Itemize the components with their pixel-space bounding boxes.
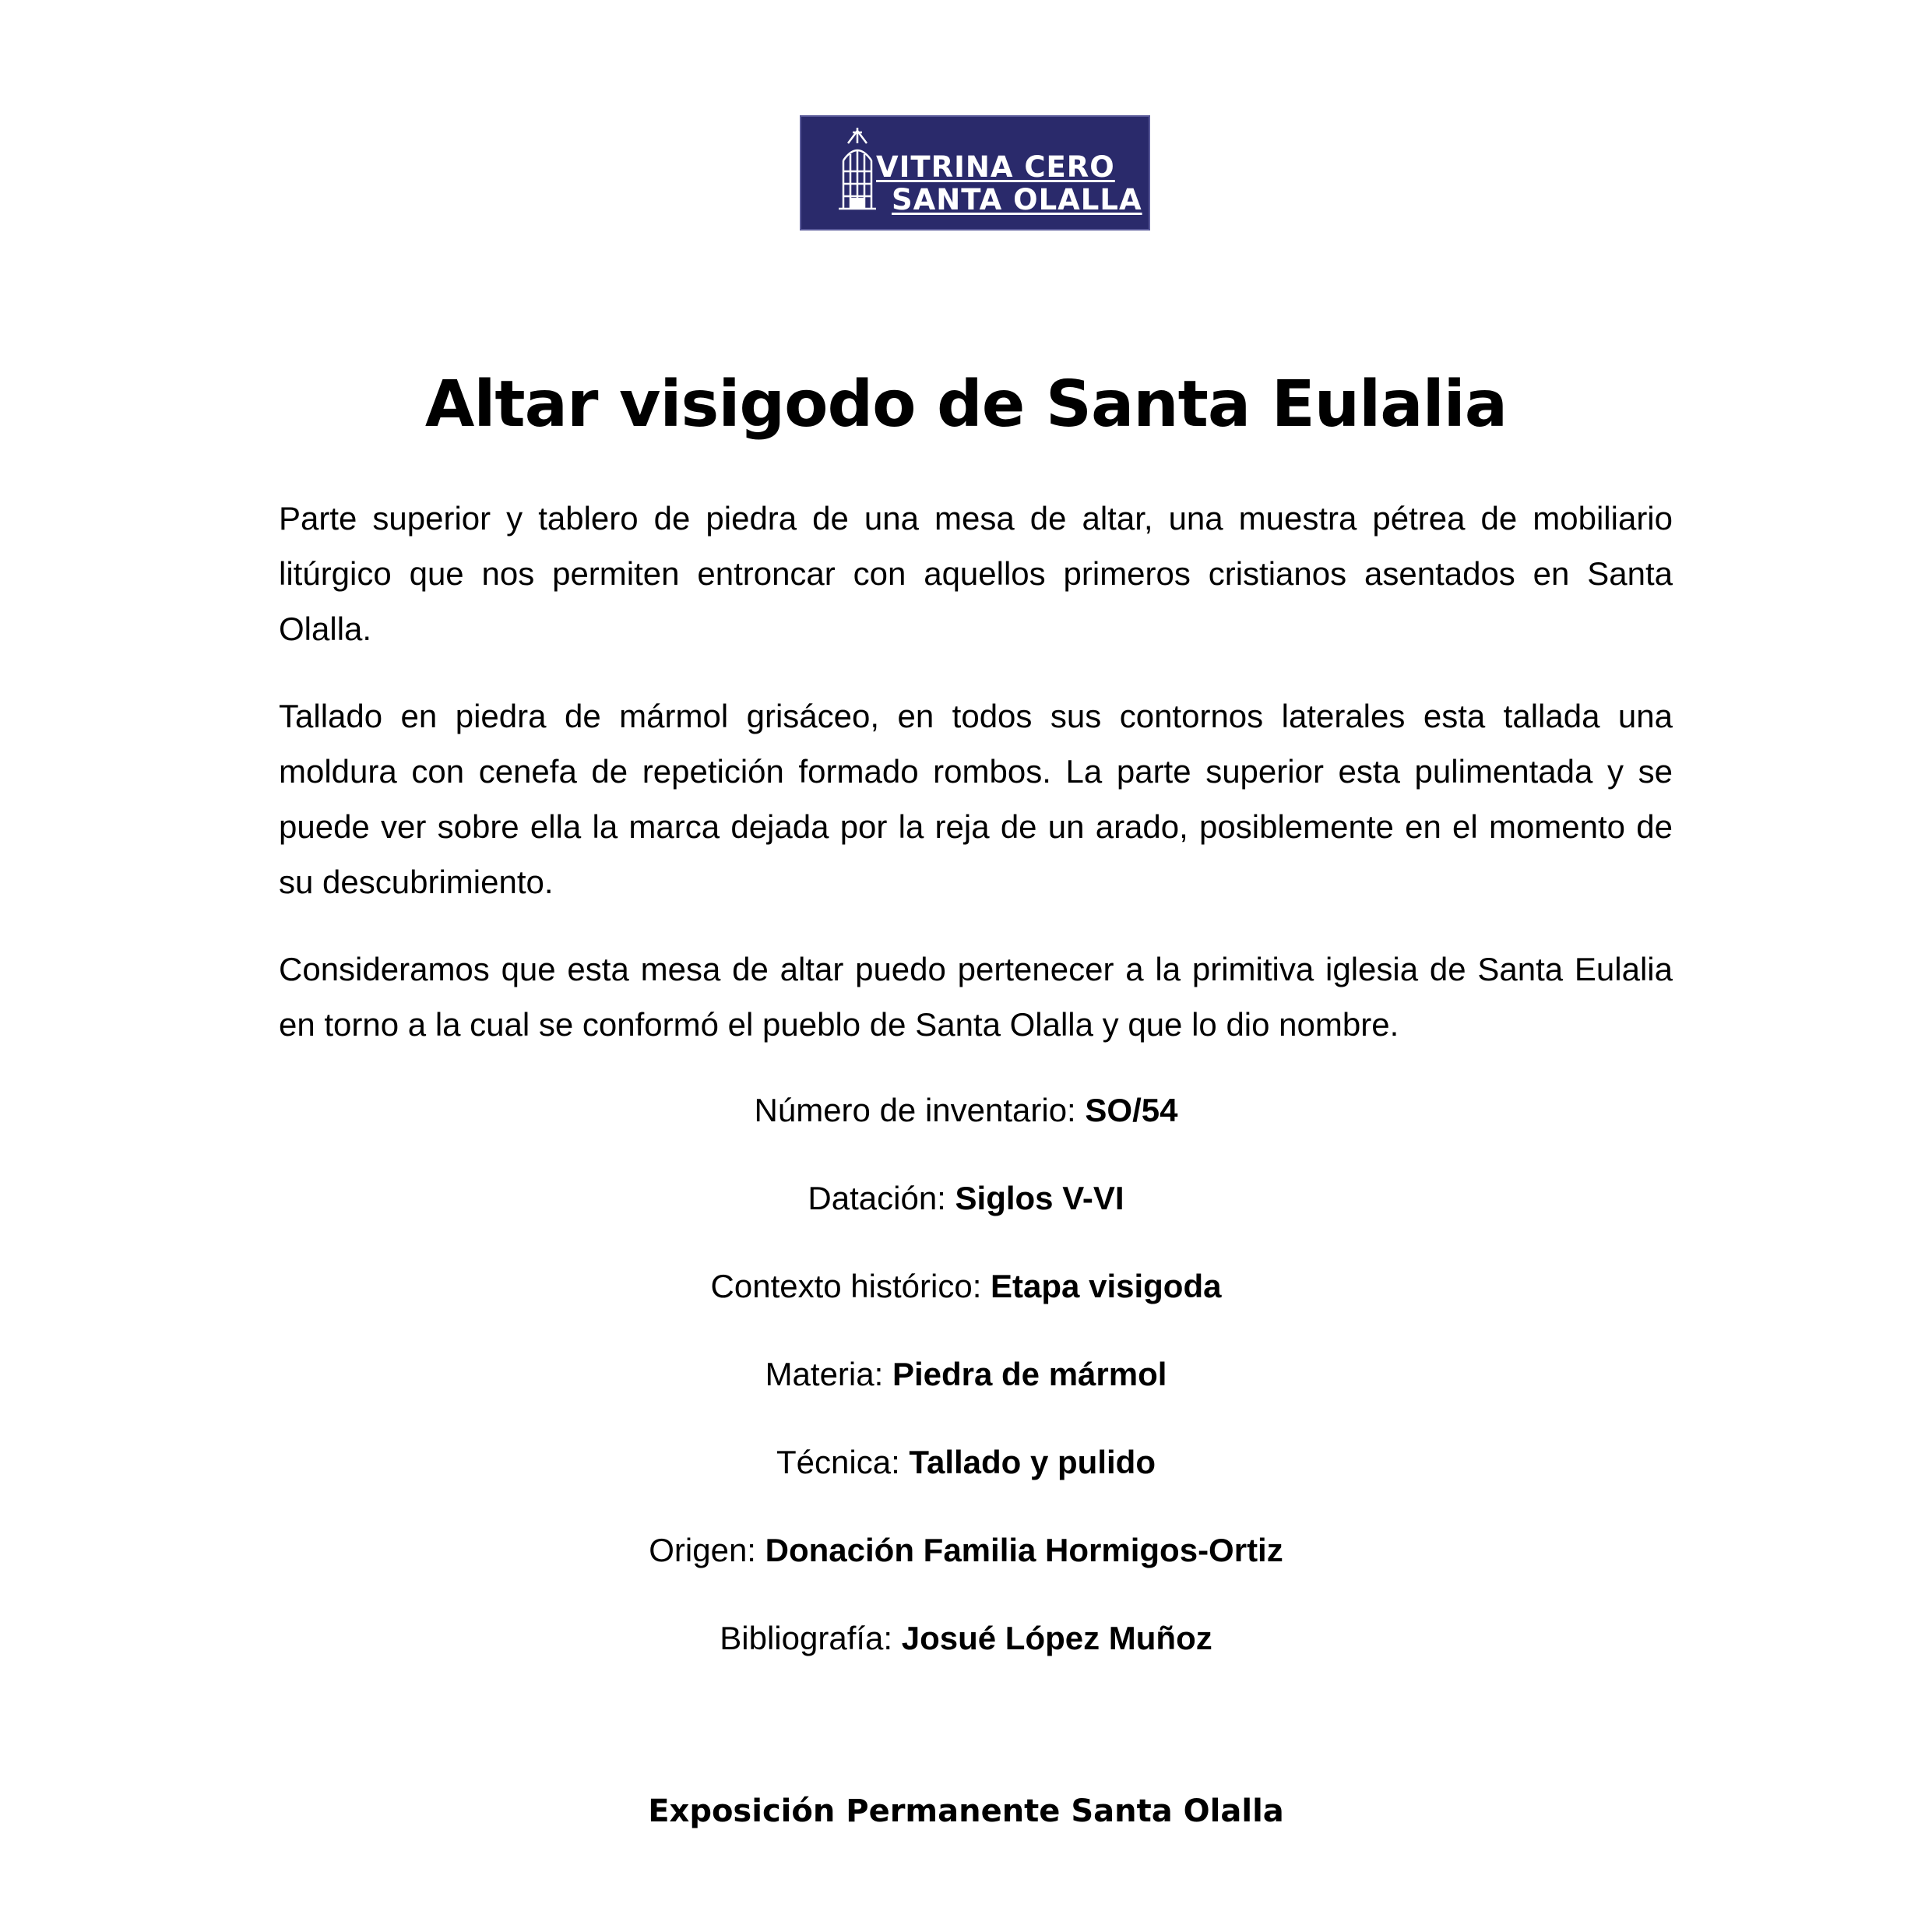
- field-bibliography: [0, 1615, 1932, 1703]
- field-value: Piedra de mármol: [892, 1356, 1167, 1392]
- field-material: [0, 1351, 1932, 1439]
- field-value: SO/54: [1085, 1092, 1178, 1128]
- field-historical-context: [0, 1263, 1932, 1351]
- footer-exhibition: Exposición Permanente Santa Olalla: [648, 1793, 1284, 1829]
- field-label: Número de inventario:: [754, 1092, 1076, 1128]
- field-label: Materia:: [765, 1356, 884, 1392]
- field-technique: [0, 1439, 1932, 1527]
- field-value: Josué López Muñoz: [901, 1620, 1212, 1656]
- catalog-fields: [0, 1087, 1932, 1703]
- logo-line-2: SANTA OLALLA: [892, 183, 1142, 216]
- field-label: Técnica:: [776, 1444, 900, 1480]
- field-value: Donación Familia Hormigos-Ortiz: [765, 1532, 1283, 1568]
- field-value: Siglos V-VI: [955, 1180, 1124, 1216]
- description: [279, 491, 1673, 1084]
- paragraph-1: Parte superior y tablero de piedra de una mesa de altar, una muestra pétrea de mobiliario litúrgico que nos permiten entroncar con aquellos primeros cristianos asentados en Santa Olalla.: [279, 500, 1673, 647]
- field-origin: [0, 1527, 1932, 1615]
- paragraph-3: Consideramos que esta mesa de altar puedo pertenecer a la primitiva iglesia de Santa Eulalia en torno a la cual se conformó el pueblo de Santa Olalla y que lo dio nombre.: [279, 951, 1673, 1043]
- field-label: Contexto histórico:: [710, 1268, 982, 1304]
- logo-line-1: VITRINA CERO: [876, 150, 1115, 184]
- field-label: Bibliografía:: [720, 1620, 893, 1656]
- page-title: Altar visigodo de Santa Eulalia: [424, 368, 1508, 442]
- field-value: Etapa visigoda: [991, 1268, 1222, 1304]
- field-label: Datación:: [808, 1180, 946, 1216]
- vitrina-cero-logo: [800, 115, 1150, 231]
- paragraph-2: Tallado en piedra de mármol grisáceo, en todos sus contornos laterales esta tallada una moldura con cenefa de repetición formado rombos. La parte superior esta pulimentada y se puede ver sobre ella la marca dejada por la reja de un arado, posiblemente en el momento de su descubrimiento.: [279, 698, 1673, 900]
- field-value: Tallado y pulido: [909, 1444, 1156, 1480]
- field-dating: [0, 1175, 1932, 1263]
- field-inventory-number: [0, 1087, 1932, 1175]
- field-label: Origen:: [649, 1532, 756, 1568]
